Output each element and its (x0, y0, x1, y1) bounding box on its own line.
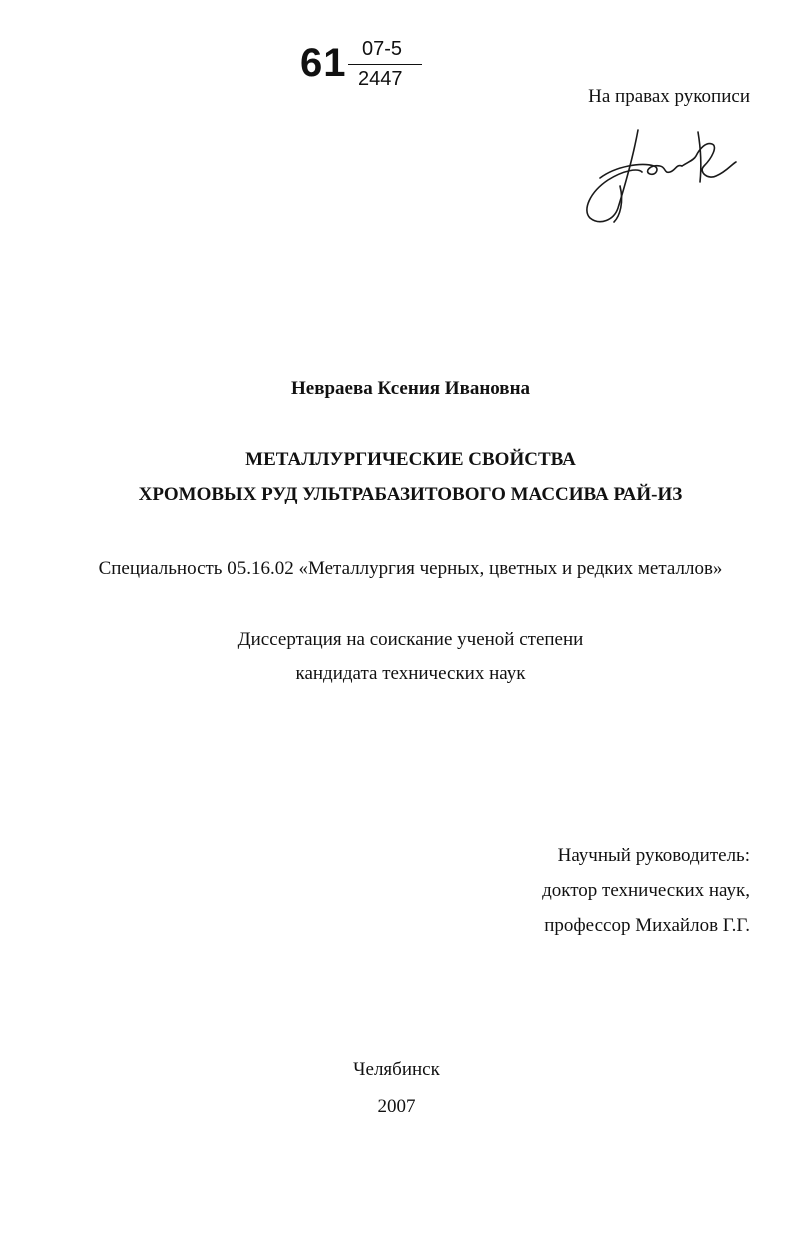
signature-stroke-main (587, 130, 642, 222)
manuscript-rights-note: На правах рукописи (588, 86, 750, 107)
dissertation-title-line-1: МЕТАЛЛУРГИЧЕСКИЕ СВОЙСТВА (245, 449, 576, 470)
signature-stroke-flourish (682, 144, 736, 177)
dissertation-title-line-2: ХРОМОВЫХ РУД УЛЬТРАБАЗИТОВОГО МАССИВА РАЙ-ИЗ (138, 484, 683, 505)
shelf-mark-main: 61 (300, 41, 347, 85)
signature-stroke-tail (614, 186, 622, 222)
shelf-mark-fraction-line (348, 64, 422, 65)
signature-icon (580, 122, 740, 232)
shelf-mark-numerator: 07-5 (362, 38, 403, 60)
supervisor-name: профессор Михайлов Г.Г. (544, 915, 750, 936)
supervisor-degree: доктор технических наук, (542, 880, 750, 901)
library-shelf-mark (300, 38, 430, 98)
year: 2007 (377, 1096, 416, 1117)
signature-stroke-cross (698, 132, 701, 182)
degree-statement-line-2: кандидата технических наук (295, 663, 526, 684)
specialty-line: Специальность 05.16.02 «Металлургия черных, цветных и редких металлов» (98, 558, 723, 579)
supervisor-label: Научный руководитель: (557, 845, 750, 866)
degree-statement-line-1: Диссертация на соискание ученой степени (237, 629, 584, 650)
city: Челябинск (353, 1059, 440, 1080)
author-name: Невраева Ксения Ивановна (290, 378, 531, 399)
shelf-mark-denominator: 2447 (358, 68, 403, 90)
